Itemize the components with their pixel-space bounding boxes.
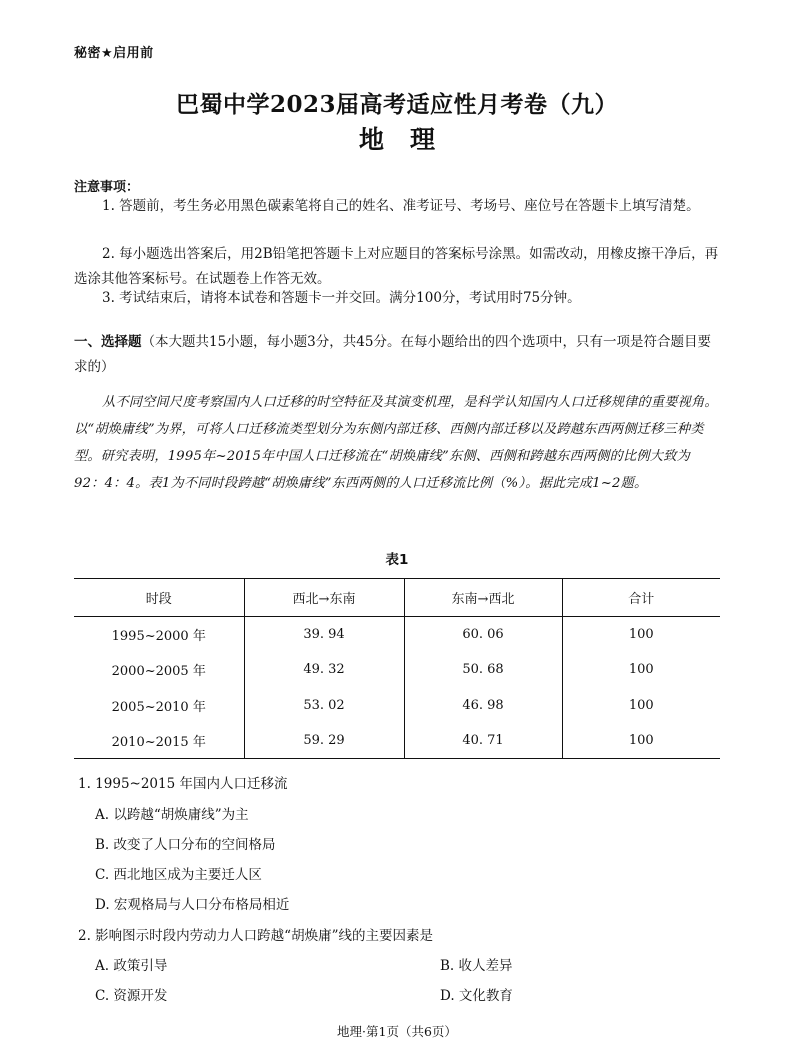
table-cell: 100	[562, 723, 720, 759]
table-cell: 53. 02	[244, 688, 404, 724]
table-header-row	[74, 579, 720, 617]
table-cell: 2000~2005 年	[74, 652, 244, 688]
question-1-option-a[interactable]: A. 以跨越“胡焕庸线”为主	[95, 807, 249, 823]
reading-passage: 从不同空间尺度考察国内人口迁移的时空特征及其演变机理，是科学认知国内人口迁移规律的重要视角。以“胡焕庸线”为界，可将人口迁移流类型划分为东侧内部迁移、西侧内部迁移以及跨越东西两侧迁移三种类型。研究表明，1995年~2015年中国人口迁移流在“胡焕庸线”东侧、西侧和跨越东西两侧的比例大致为92：4：4。表1为不同时段跨越“胡焕庸线”东西两侧的人口迁移流比例（%）。据此完成1~2题。	[74, 395, 718, 491]
table-row	[74, 723, 720, 759]
notice-heading: 注意事项：	[74, 180, 140, 195]
exam-title: 巴蜀中学2023届高考适应性月考卷（九）	[175, 91, 618, 118]
confidential-mark: 秘密★启用前	[74, 46, 154, 61]
table-header-cell: 东南→西北	[404, 579, 562, 617]
page-footer: 地理·第1页（共6页）	[337, 1024, 457, 1039]
notice-item-2: 2. 每小题选出答案后，用2B铅笔把答题卡上对应题目的答案标号涂黑。如需改动，用橡皮擦干净后，再选涂其他答案标号。在试题卷上作答无效。	[74, 246, 719, 287]
question-2-option-b[interactable]: B. 收人差异	[440, 958, 513, 974]
question-2-option-a[interactable]: A. 政策引导	[95, 958, 168, 974]
question-1-option-c[interactable]: C. 西北地区成为主要迁人区	[95, 867, 262, 883]
section-label: 一、选择题	[74, 334, 142, 350]
table-caption: 表1	[385, 552, 409, 568]
table-cell: 100	[562, 652, 720, 688]
table-header-cell: 合计	[562, 579, 720, 617]
table-cell: 2010~2015 年	[74, 723, 244, 759]
subject-title: 地理	[358, 125, 461, 154]
table-cell: 40. 71	[404, 723, 562, 759]
question-2-option-c[interactable]: C. 资源开发	[95, 988, 168, 1004]
table-cell: 59. 29	[244, 723, 404, 759]
question-1-option-d[interactable]: D. 宏观格局与人口分布格局相近	[95, 897, 290, 913]
table-cell: 50. 68	[404, 652, 562, 688]
table-row	[74, 617, 720, 653]
table-cell: 39. 94	[244, 617, 404, 653]
question-2-option-d[interactable]: D. 文化教育	[440, 988, 513, 1004]
notice-item-3: 3. 考试结束后，请将本试卷和答题卡一并交回。满分100分，考试用时75分钟。	[102, 290, 581, 306]
table-cell: 49. 32	[244, 652, 404, 688]
table-cell: 100	[562, 688, 720, 724]
table-cell: 1995~2000 年	[74, 617, 244, 653]
table-cell: 46. 98	[404, 688, 562, 724]
question-1-stem: 1. 1995~2015 年国内人口迁移流	[78, 776, 288, 792]
question-2-stem: 2. 影响图示时段内劳动力人口跨越“胡焕庸”线的主要因素是	[78, 928, 433, 944]
table-header-cell: 西北→东南	[244, 579, 404, 617]
notice-item-1: 1. 答题前，考生务必用黑色碳素笔将自己的姓名、准考证号、考场号、座位号在答题卡上填写清楚。	[102, 198, 700, 214]
table-row	[74, 688, 720, 724]
table-row	[74, 652, 720, 688]
migration-table	[74, 578, 720, 759]
section-heading	[74, 330, 720, 380]
section-instruction: （本大题共15小题，每小题3分，共45分。在每小题给出的四个选项中，只有一项是符合题目要求的）	[74, 334, 711, 375]
table-cell: 60. 06	[404, 617, 562, 653]
table-cell: 2005~2010 年	[74, 688, 244, 724]
table-header-cell: 时段	[74, 579, 244, 617]
table-cell: 100	[562, 617, 720, 653]
question-1-option-b[interactable]: B. 改变了人口分布的空间格局	[95, 837, 276, 853]
